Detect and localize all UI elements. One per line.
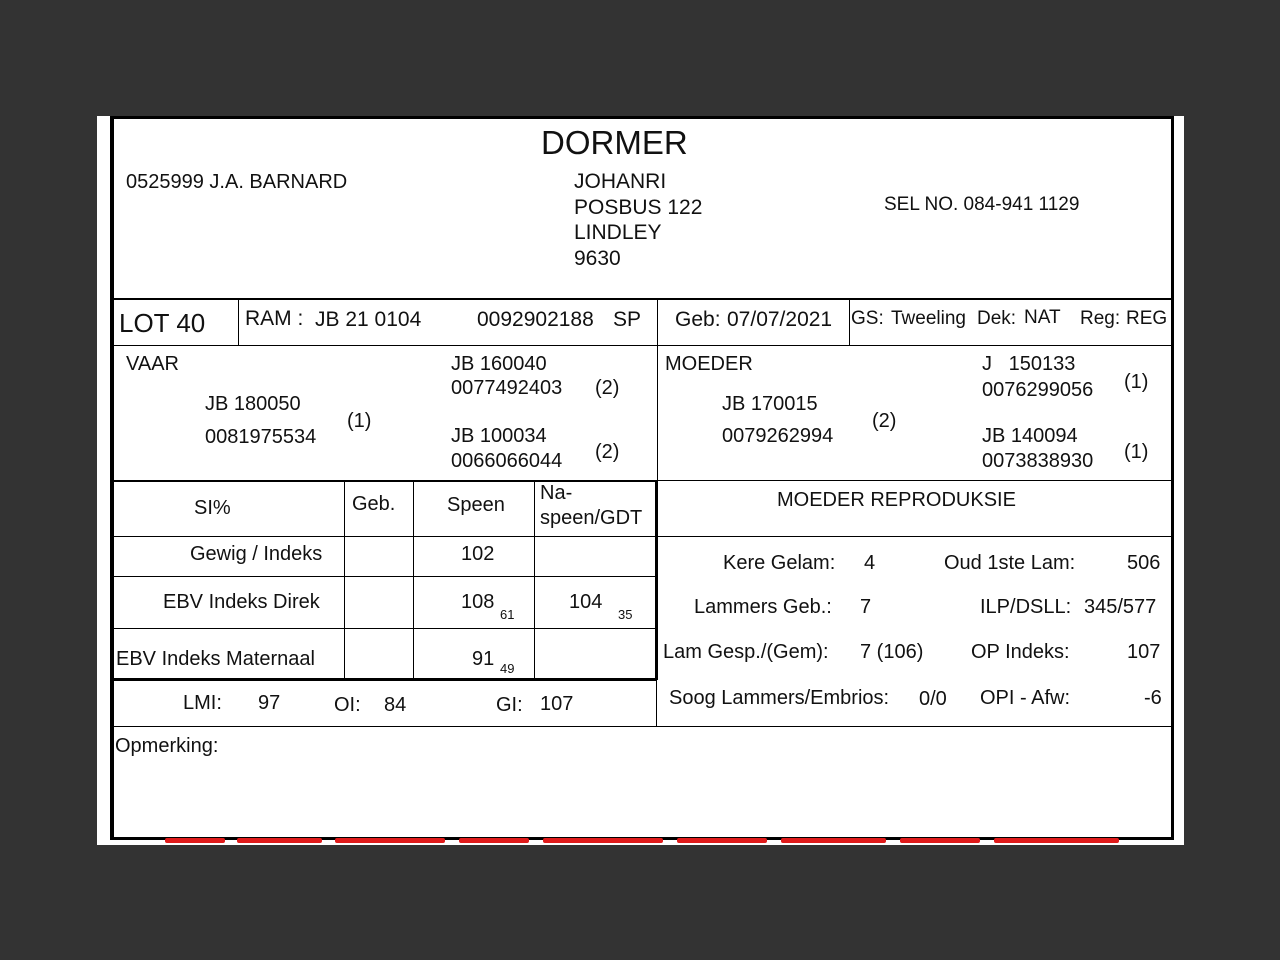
- lmi-value: 97: [258, 692, 281, 714]
- reg-label: Reg:: [1080, 308, 1121, 329]
- op-indeks-value: 107: [1127, 641, 1161, 663]
- dam-dam-number: 0073838930: [982, 450, 1094, 472]
- si-header: SI%: [194, 497, 231, 519]
- si-col-speen-line: [413, 481, 414, 679]
- si-table-header-line: [112, 536, 657, 537]
- pedigree-bottom-line-right: [657, 480, 1173, 481]
- lmi-label: LMI:: [183, 692, 222, 714]
- dek-label: Dek:: [977, 308, 1017, 329]
- sire-dam-code: (2): [595, 441, 620, 463]
- pedigree-divider: [657, 345, 658, 481]
- ram-id: JB 21 0104: [315, 308, 422, 331]
- row-direk-speen: 108: [461, 591, 495, 613]
- cut-off-footer-text: [165, 838, 1130, 845]
- ilp-dsll-label: ILP/DSLL:: [980, 596, 1072, 618]
- lot-row-bottom-line: [112, 345, 1173, 346]
- row-gewig-speen: 102: [461, 543, 495, 565]
- ilp-dsll-value: 345/577: [1084, 596, 1157, 618]
- birth-label: Geb:: [675, 308, 721, 331]
- ram-grade: SP: [613, 308, 642, 331]
- birth-divider: [849, 299, 850, 345]
- row-label-ebv-direk: EBV Indeks Direk: [163, 591, 320, 613]
- lammers-geb-value: 7: [860, 596, 872, 618]
- postal-address: POSBUS 122: [574, 196, 703, 219]
- birth-date: 07/07/2021: [727, 308, 833, 331]
- ram-divider: [657, 299, 658, 345]
- si-table-bottom-line: [112, 678, 657, 681]
- lam-gesp-label: Lam Gesp./(Gem):: [663, 641, 829, 663]
- speen-header: Speen: [447, 494, 505, 516]
- oud-1ste-lam-label: Oud 1ste Lam:: [944, 552, 1076, 574]
- row-label-gewig: Gewig / Indeks: [190, 543, 323, 565]
- remarks-label: Opmerking:: [115, 735, 219, 757]
- oi-value: 84: [384, 694, 407, 716]
- lammers-geb-label: Lammers Geb.:: [694, 596, 832, 618]
- dam-sire-number: 0076299056: [982, 379, 1094, 401]
- indices-right-border: [656, 680, 657, 726]
- sire-sire-id: JB 160040: [451, 353, 547, 375]
- oud-1ste-lam-value: 506: [1127, 552, 1161, 574]
- pedigree-bottom-line: [112, 480, 657, 482]
- sire-id: JB 180050: [205, 393, 301, 415]
- gs-value: Tweeling: [891, 308, 966, 329]
- dek-value: NAT: [1024, 307, 1061, 328]
- si-col-geb-line: [344, 481, 345, 679]
- town: LINDLEY: [574, 221, 662, 244]
- sire-code: (1): [347, 410, 372, 432]
- si-table-row2-line: [112, 628, 657, 629]
- si-table-right-border: [655, 481, 658, 680]
- postal-code: 9630: [574, 247, 621, 270]
- row-direk-naspeen-sub: 35: [618, 607, 633, 622]
- naspeen-header-line2: speen/GDT: [540, 507, 643, 529]
- row-maternaal-speen: 91: [472, 648, 495, 670]
- ram-number: 0092902188: [477, 308, 594, 331]
- lot-row-top-line: [112, 298, 1173, 300]
- gs-label: GS:: [851, 308, 884, 329]
- dam-sire-id: J 150133: [982, 353, 1076, 375]
- dam-sire-code: (1): [1124, 371, 1149, 393]
- dam-id: JB 170015: [722, 393, 818, 415]
- naspeen-header-line1: Na-: [540, 482, 573, 504]
- sire-sire-number: 0077492403: [451, 377, 563, 399]
- row-direk-speen-sub: 61: [500, 607, 515, 622]
- lot-divider: [238, 299, 239, 345]
- gi-value: 107: [540, 693, 574, 715]
- dam-label: MOEDER: [665, 353, 753, 375]
- ram-label: RAM :: [245, 307, 304, 330]
- owner-name: 0525999 J.A. BARNARD: [126, 171, 348, 193]
- sire-label: VAAR: [126, 353, 179, 375]
- kere-gelam-value: 4: [864, 552, 876, 574]
- sire-dam-id: JB 100034: [451, 425, 547, 447]
- soog-lammers-label: Soog Lammers/Embrios:: [669, 687, 890, 709]
- lot-number: LOT 40: [119, 308, 206, 338]
- kere-gelam-label: Kere Gelam:: [723, 552, 836, 574]
- soog-lammers-value: 0/0: [919, 688, 947, 710]
- row-label-ebv-maternaal: EBV Indeks Maternaal: [116, 648, 315, 670]
- row-direk-naspeen: 104: [569, 591, 603, 613]
- sire-dam-number: 0066066044: [451, 450, 563, 472]
- sire-number: 0081975534: [205, 426, 317, 448]
- geb-header: Geb.: [352, 493, 396, 515]
- si-table-row1-line: [112, 576, 657, 577]
- opi-afw-label: OPI - Afw:: [980, 687, 1071, 709]
- indices-bottom-line: [112, 726, 1173, 727]
- reg-value: REG: [1126, 308, 1168, 329]
- dam-dam-id: JB 140094: [982, 425, 1078, 447]
- repro-header-line: [657, 536, 1173, 537]
- dam-dam-code: (1): [1124, 441, 1149, 463]
- card-border-right: [1171, 116, 1174, 840]
- dam-code: (2): [872, 410, 897, 432]
- op-indeks-label: OP Indeks:: [971, 641, 1070, 663]
- lam-gesp-value: 7 (106): [860, 641, 924, 663]
- gi-label: GI:: [496, 694, 523, 716]
- si-col-naspeen-line: [534, 481, 535, 679]
- oi-label: OI:: [334, 694, 361, 716]
- opi-afw-value: -6: [1144, 687, 1162, 709]
- card-border-left: [110, 116, 114, 840]
- dam-number: 0079262994: [722, 425, 834, 447]
- phone-number: SEL NO. 084-941 1129: [884, 194, 1080, 215]
- repro-title: MOEDER REPRODUKSIE: [777, 489, 1016, 511]
- row-maternaal-speen-sub: 49: [500, 661, 515, 676]
- farm-name: JOHANRI: [574, 170, 667, 193]
- card-border-top: [110, 116, 1174, 119]
- sire-sire-code: (2): [595, 377, 620, 399]
- breed-title: DORMER: [541, 124, 688, 161]
